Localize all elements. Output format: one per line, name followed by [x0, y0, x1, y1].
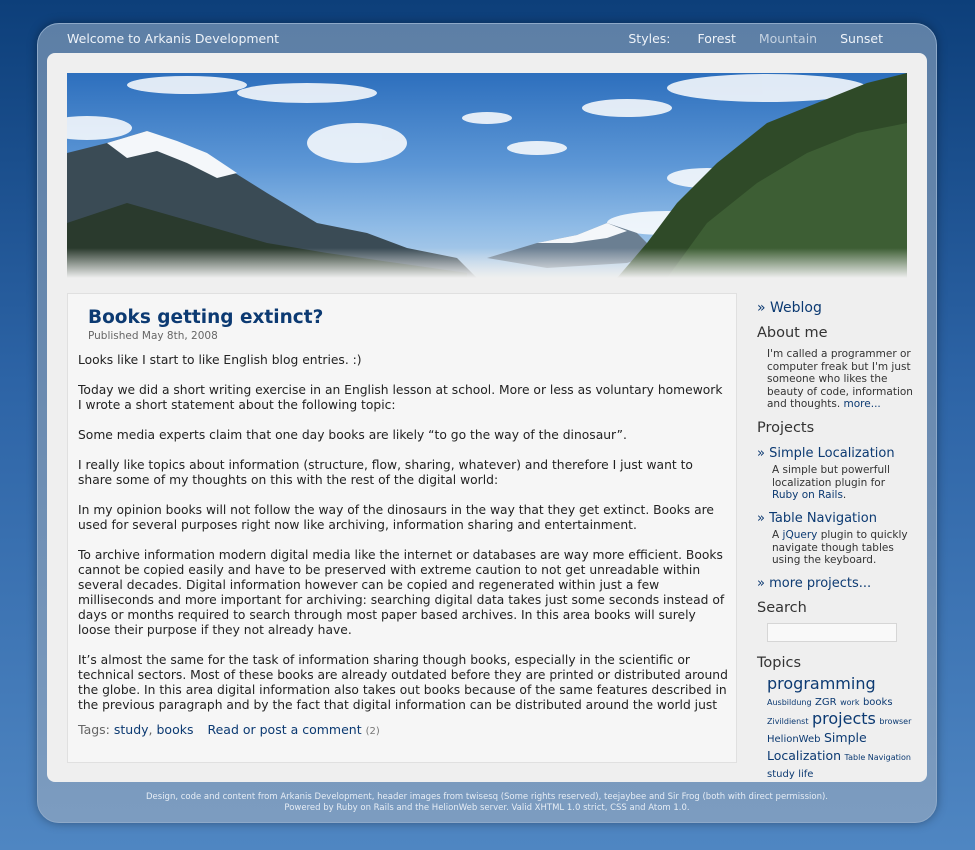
topic-tag-link[interactable]: work [840, 698, 860, 707]
post-paragraph: Some media experts claim that one day books are likely “to go the way of the dinosaur”. [78, 428, 627, 442]
project-desc-text: A simple but powerfull localization plugin for [772, 464, 890, 489]
comments-link[interactable]: Read or post a comment [207, 722, 362, 737]
topic-tag-link[interactable]: Ausbildung [767, 698, 812, 707]
about-heading: About me [757, 325, 828, 341]
style-forest-link[interactable]: Forest [697, 31, 736, 46]
post-tags: Tags: study, books Read or post a comment (2) [78, 722, 380, 737]
project-description [772, 464, 914, 502]
search-input[interactable] [767, 623, 897, 642]
styles-label: Styles: [628, 31, 671, 46]
post-body [78, 353, 728, 713]
project-table-navigation-link[interactable]: » Table Navigation [757, 511, 877, 526]
tag-cloud [767, 676, 915, 783]
topic-tag-link[interactable]: projects [811, 709, 876, 728]
search-heading: Search [757, 600, 807, 616]
post-paragraph: Looks like I start to like English blog entries. :) [78, 353, 362, 367]
topic-tag-link[interactable]: Simple Localization [767, 730, 867, 763]
about-text [767, 348, 915, 411]
topic-tag-link[interactable]: life [798, 769, 814, 780]
style-sunset-link[interactable]: Sunset [840, 31, 883, 46]
topics-heading: Topics [757, 655, 802, 671]
footer-powered-by: Powered by Ruby on Rails and the HelionWeb server. Valid XHTML 1.0 strict, CSS and Atom 1.0. [284, 803, 690, 813]
top-bar [67, 30, 887, 48]
footer-credits: Design, code and content from Arkanis Development, header images from twisesq (Some rights reserved), teejaybee and Sir Frog (both with direct permission). [145, 792, 828, 802]
post-date: Published May 8th, 2008 [88, 330, 218, 342]
project-description [772, 529, 914, 567]
about-more-link[interactable]: more... [843, 398, 881, 410]
project-desc-text: A [772, 529, 783, 541]
post-title-link[interactable]: Books getting extinct? [88, 307, 324, 328]
tag-books-link[interactable]: books [156, 722, 194, 737]
comments-count: (2) [365, 726, 380, 737]
topic-tag-link[interactable]: books [862, 697, 893, 708]
tag-study-link[interactable]: study [113, 722, 149, 737]
post-paragraph: In my opinion books will not follow the way of the dinosaurs in the way that they get extinct. Books are used for several purposes right now like archiving, information sharing and entertainment. [78, 503, 714, 532]
weblog-link[interactable]: » Weblog [757, 300, 822, 316]
post-paragraph: I really like topics about information (structure, flow, sharing, whatever) and therefore I just want to share some of my thoughts on this with the rest of the digital world: [78, 458, 693, 487]
topic-tag-link[interactable]: ZGR [815, 697, 837, 708]
jquery-link[interactable]: jQuery [782, 529, 818, 541]
topic-tag-link[interactable]: browser [879, 717, 912, 726]
style-mountain-link[interactable]: Mountain [758, 31, 818, 46]
project-desc-text: plugin to quickly navigate though tables using the keyboard. [772, 529, 908, 566]
project-simple-localization-link[interactable]: » Simple Localization [757, 446, 895, 461]
site-welcome: Welcome to Arkanis Development [67, 31, 280, 46]
topic-tag-link[interactable]: study [767, 769, 795, 780]
site-footer [37, 792, 937, 814]
topic-tag-link[interactable]: HelionWeb [767, 734, 821, 745]
post-paragraph: Today we did a short writing exercise in an English lesson at school. More or less as voluntary homework I wrote a short statement about the following topic: [78, 383, 723, 412]
ruby-on-rails-link[interactable]: Ruby on Rails [772, 489, 843, 501]
header-image [67, 73, 907, 278]
post-title[interactable] [88, 307, 323, 328]
post-paragraph: To archive information modern digital media like the internet or databases are way more efficient. Books cannot be copied easily and have to be preserved with extreme caution to not get unreadable within several decades. Digital information however can be copied and regenerated within just a few milliseconds and more important for archiving: searching digital data takes just some seconds instead of days or months required to search through most paper based archives. In this area books will surely loose their purpose if they not already have. [78, 548, 725, 637]
blog-post [67, 293, 737, 763]
project-desc-text: . [842, 489, 847, 501]
about-description: I'm called a programmer or computer freak but I'm just someone who likes the beauty of code, information and thoughts. [767, 348, 913, 410]
style-switcher [628, 31, 887, 46]
more-projects-link[interactable]: » more projects... [757, 576, 872, 591]
topic-tag-link[interactable]: Zivildienst [767, 717, 809, 726]
post-paragraph: It’s almost the same for the task of information sharing though books, especially in the scientific or technical sectors. Most of these books are already outdated before they are printed or distributed around the globe. In this area digital information also takes out books because of the same features described in the previous paragraph and by the fact that digital information can be distributed around the world just [78, 653, 728, 712]
topic-tag-link[interactable]: programming [767, 674, 876, 693]
projects-heading: Projects [757, 420, 815, 436]
tags-label: Tags: [78, 722, 110, 737]
topic-tag-link[interactable]: Table Navigation [844, 753, 911, 762]
